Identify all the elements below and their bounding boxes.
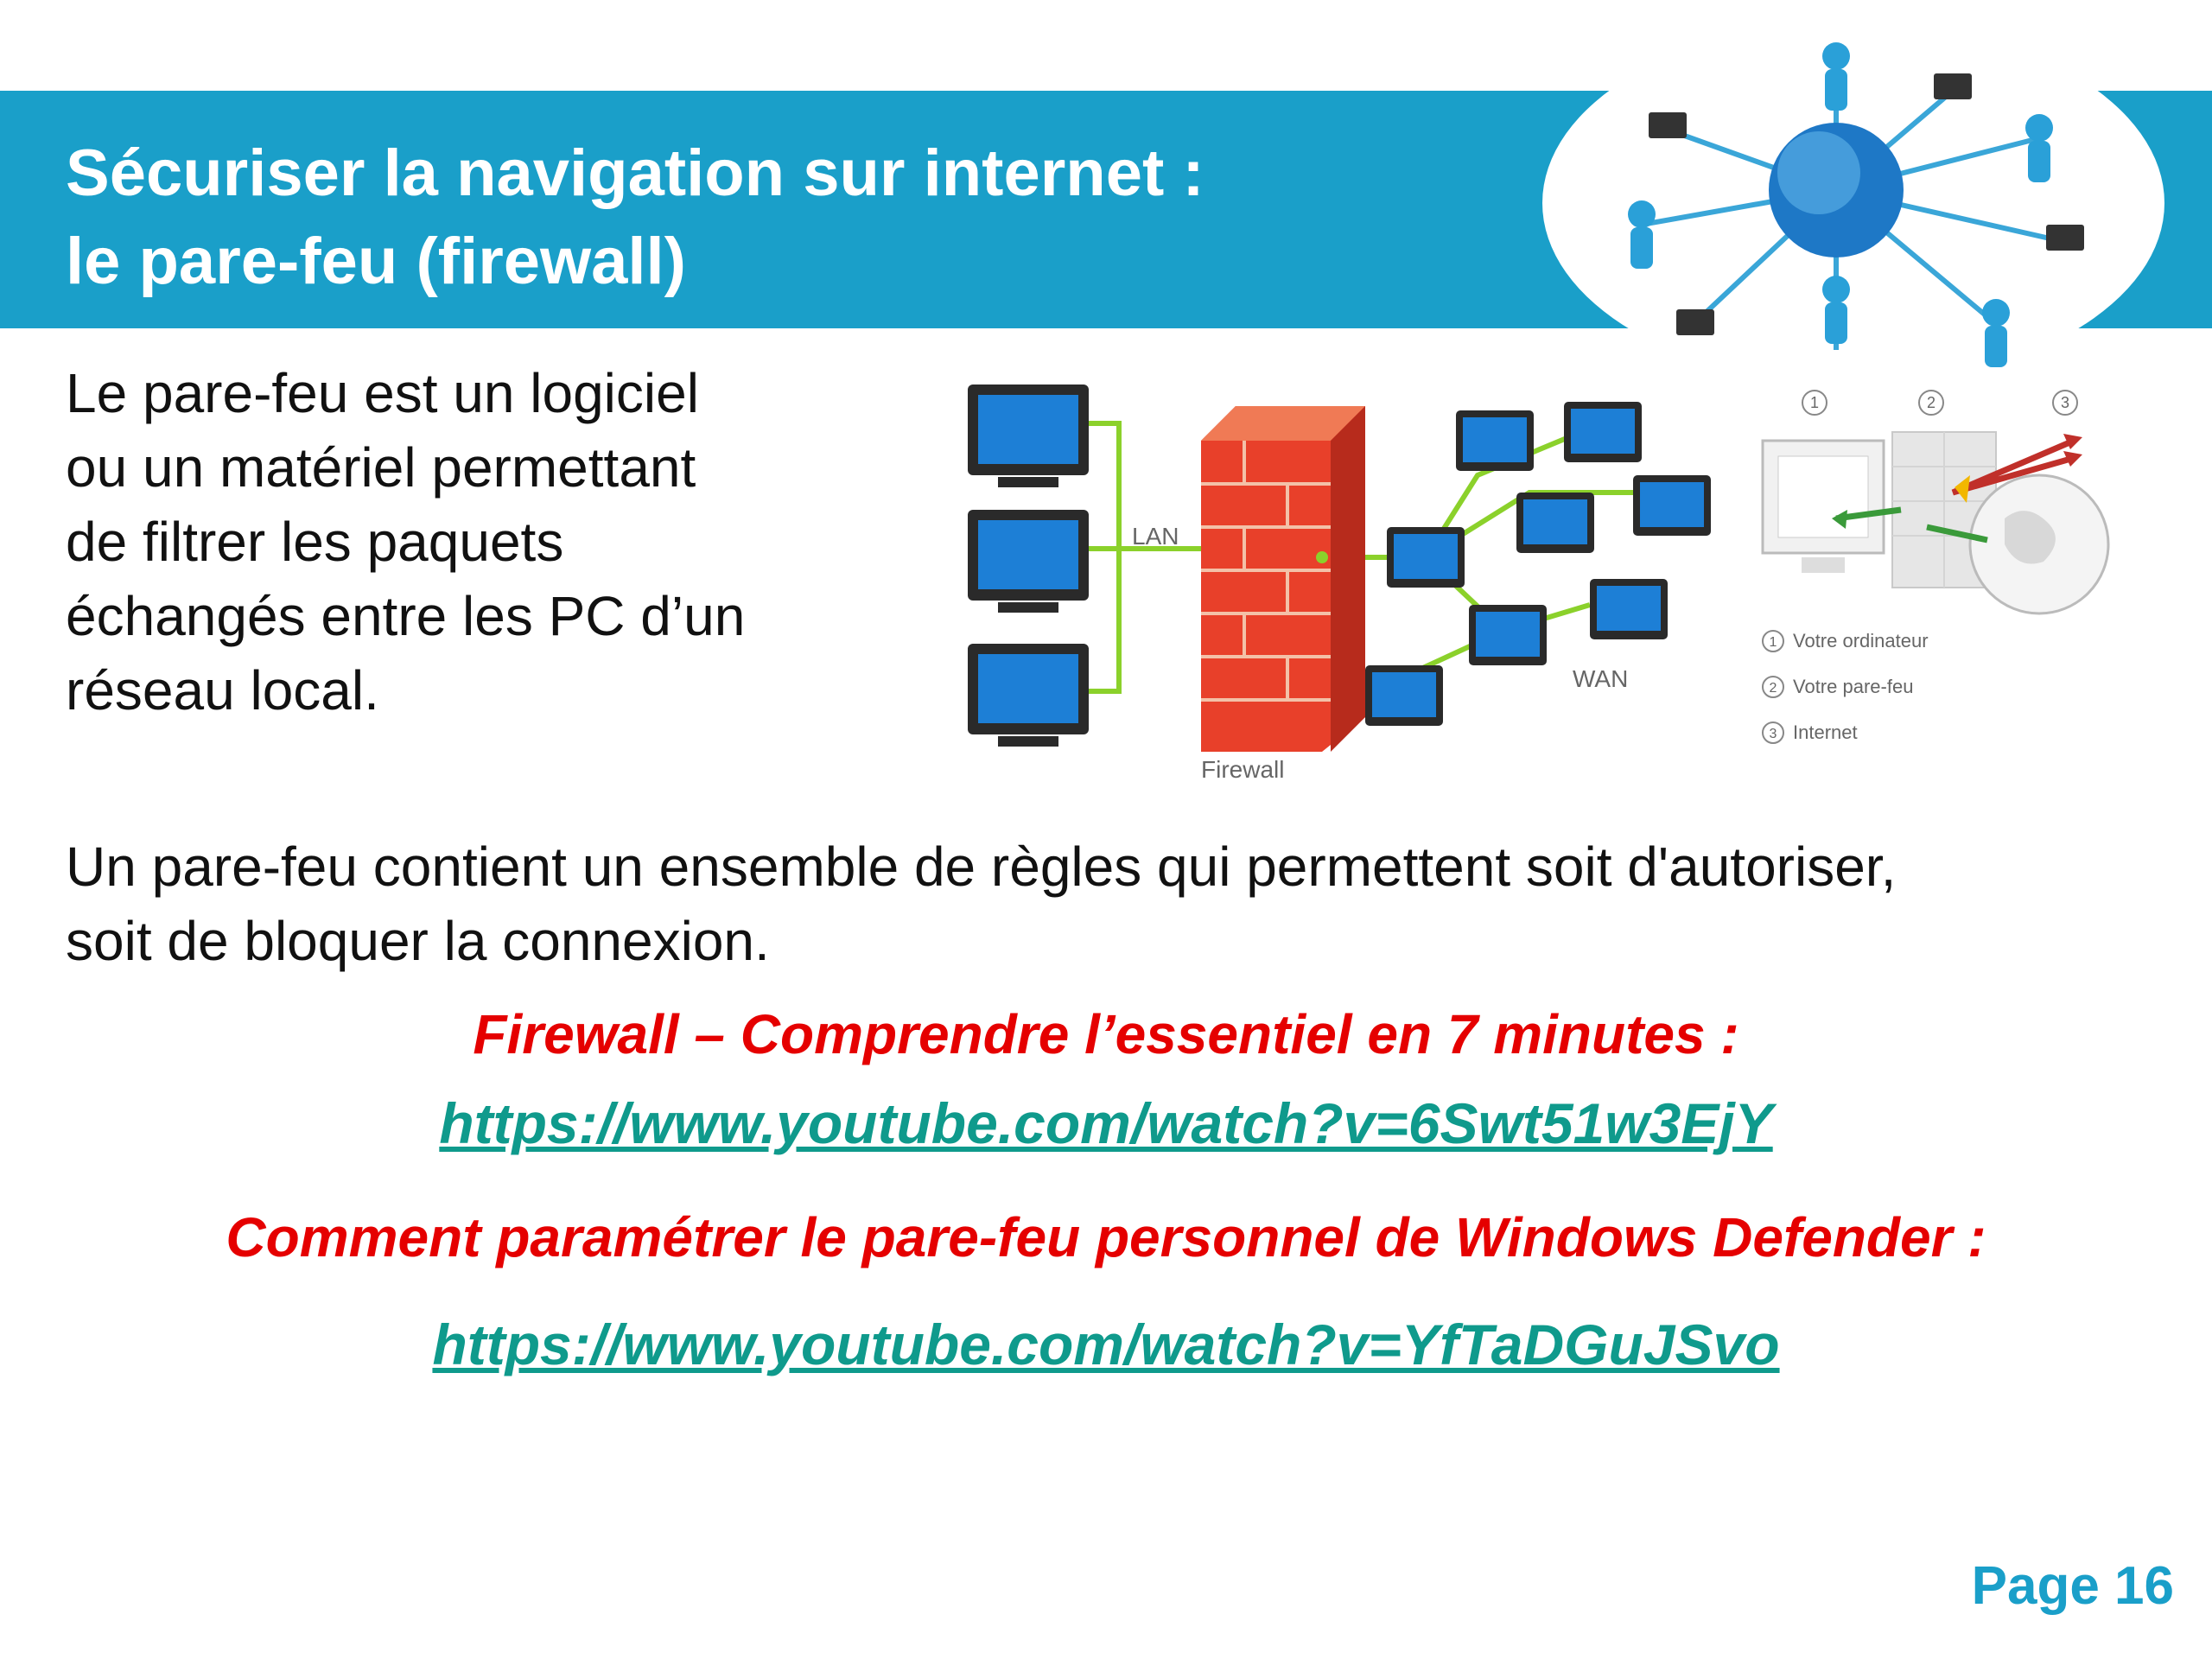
marker-2: 2 [1926,394,1936,411]
legend-marker-2: 2 [1769,681,1777,696]
rules-paragraph [66,830,2157,978]
legend-item-computer: Votre ordinateur [1793,630,1929,652]
wan-label: WAN [1573,665,1629,692]
video-link-1[interactable]: https://www.youtube.com/watch?v=6Swt51w3EjY [439,1091,1773,1155]
intro-line: ou un matériel permettant [66,436,696,499]
firewall-legend-figure [1754,380,2117,760]
slide-title [66,130,1205,306]
firewall-wall [1201,406,1365,752]
legend-item-firewall: Votre pare-feu [1793,676,1914,697]
page-number: Page 16 [1971,1556,2174,1616]
lan-computers [968,385,1089,747]
intro-line: réseau local. [66,659,379,721]
legend-marker-3: 3 [1769,727,1777,741]
intro-line: de filtrer les paquets [66,511,564,573]
intro-paragraph [66,356,895,728]
video-link-2[interactable]: https://www.youtube.com/watch?v=YfTaDGuJSvo [432,1313,1780,1376]
rules-line-1: Un pare-feu contient un ensemble de règles qui permettent soit d'autoriser, [66,836,1897,898]
lan-label: LAN [1132,523,1179,550]
rules-line-2: soit de bloquer la connexion. [66,910,770,972]
firewall-network-diagram [959,372,1754,786]
marker-3: 3 [2060,394,2070,411]
title-line-1: Sécuriser la navigation sur internet : [66,137,1205,210]
marker-1: 1 [1809,394,1820,411]
intro-line: échangés entre les PC d’un [66,585,746,647]
legend-item-internet: Internet [1793,721,1858,743]
firewall-label: Firewall [1201,756,1285,783]
title-line-2: le pare-feu (firewall) [66,225,686,298]
video-title-2: Comment paramétrer le pare-feu personnel de Windows Defender : [226,1206,1986,1268]
network-globe-illustration [1538,17,2169,389]
video-title-1: Firewall – Comprendre l’essentiel en 7 minutes : [473,1003,1739,1065]
legend-marker-1: 1 [1769,635,1777,650]
intro-line: Le pare-feu est un logiciel [66,362,699,424]
